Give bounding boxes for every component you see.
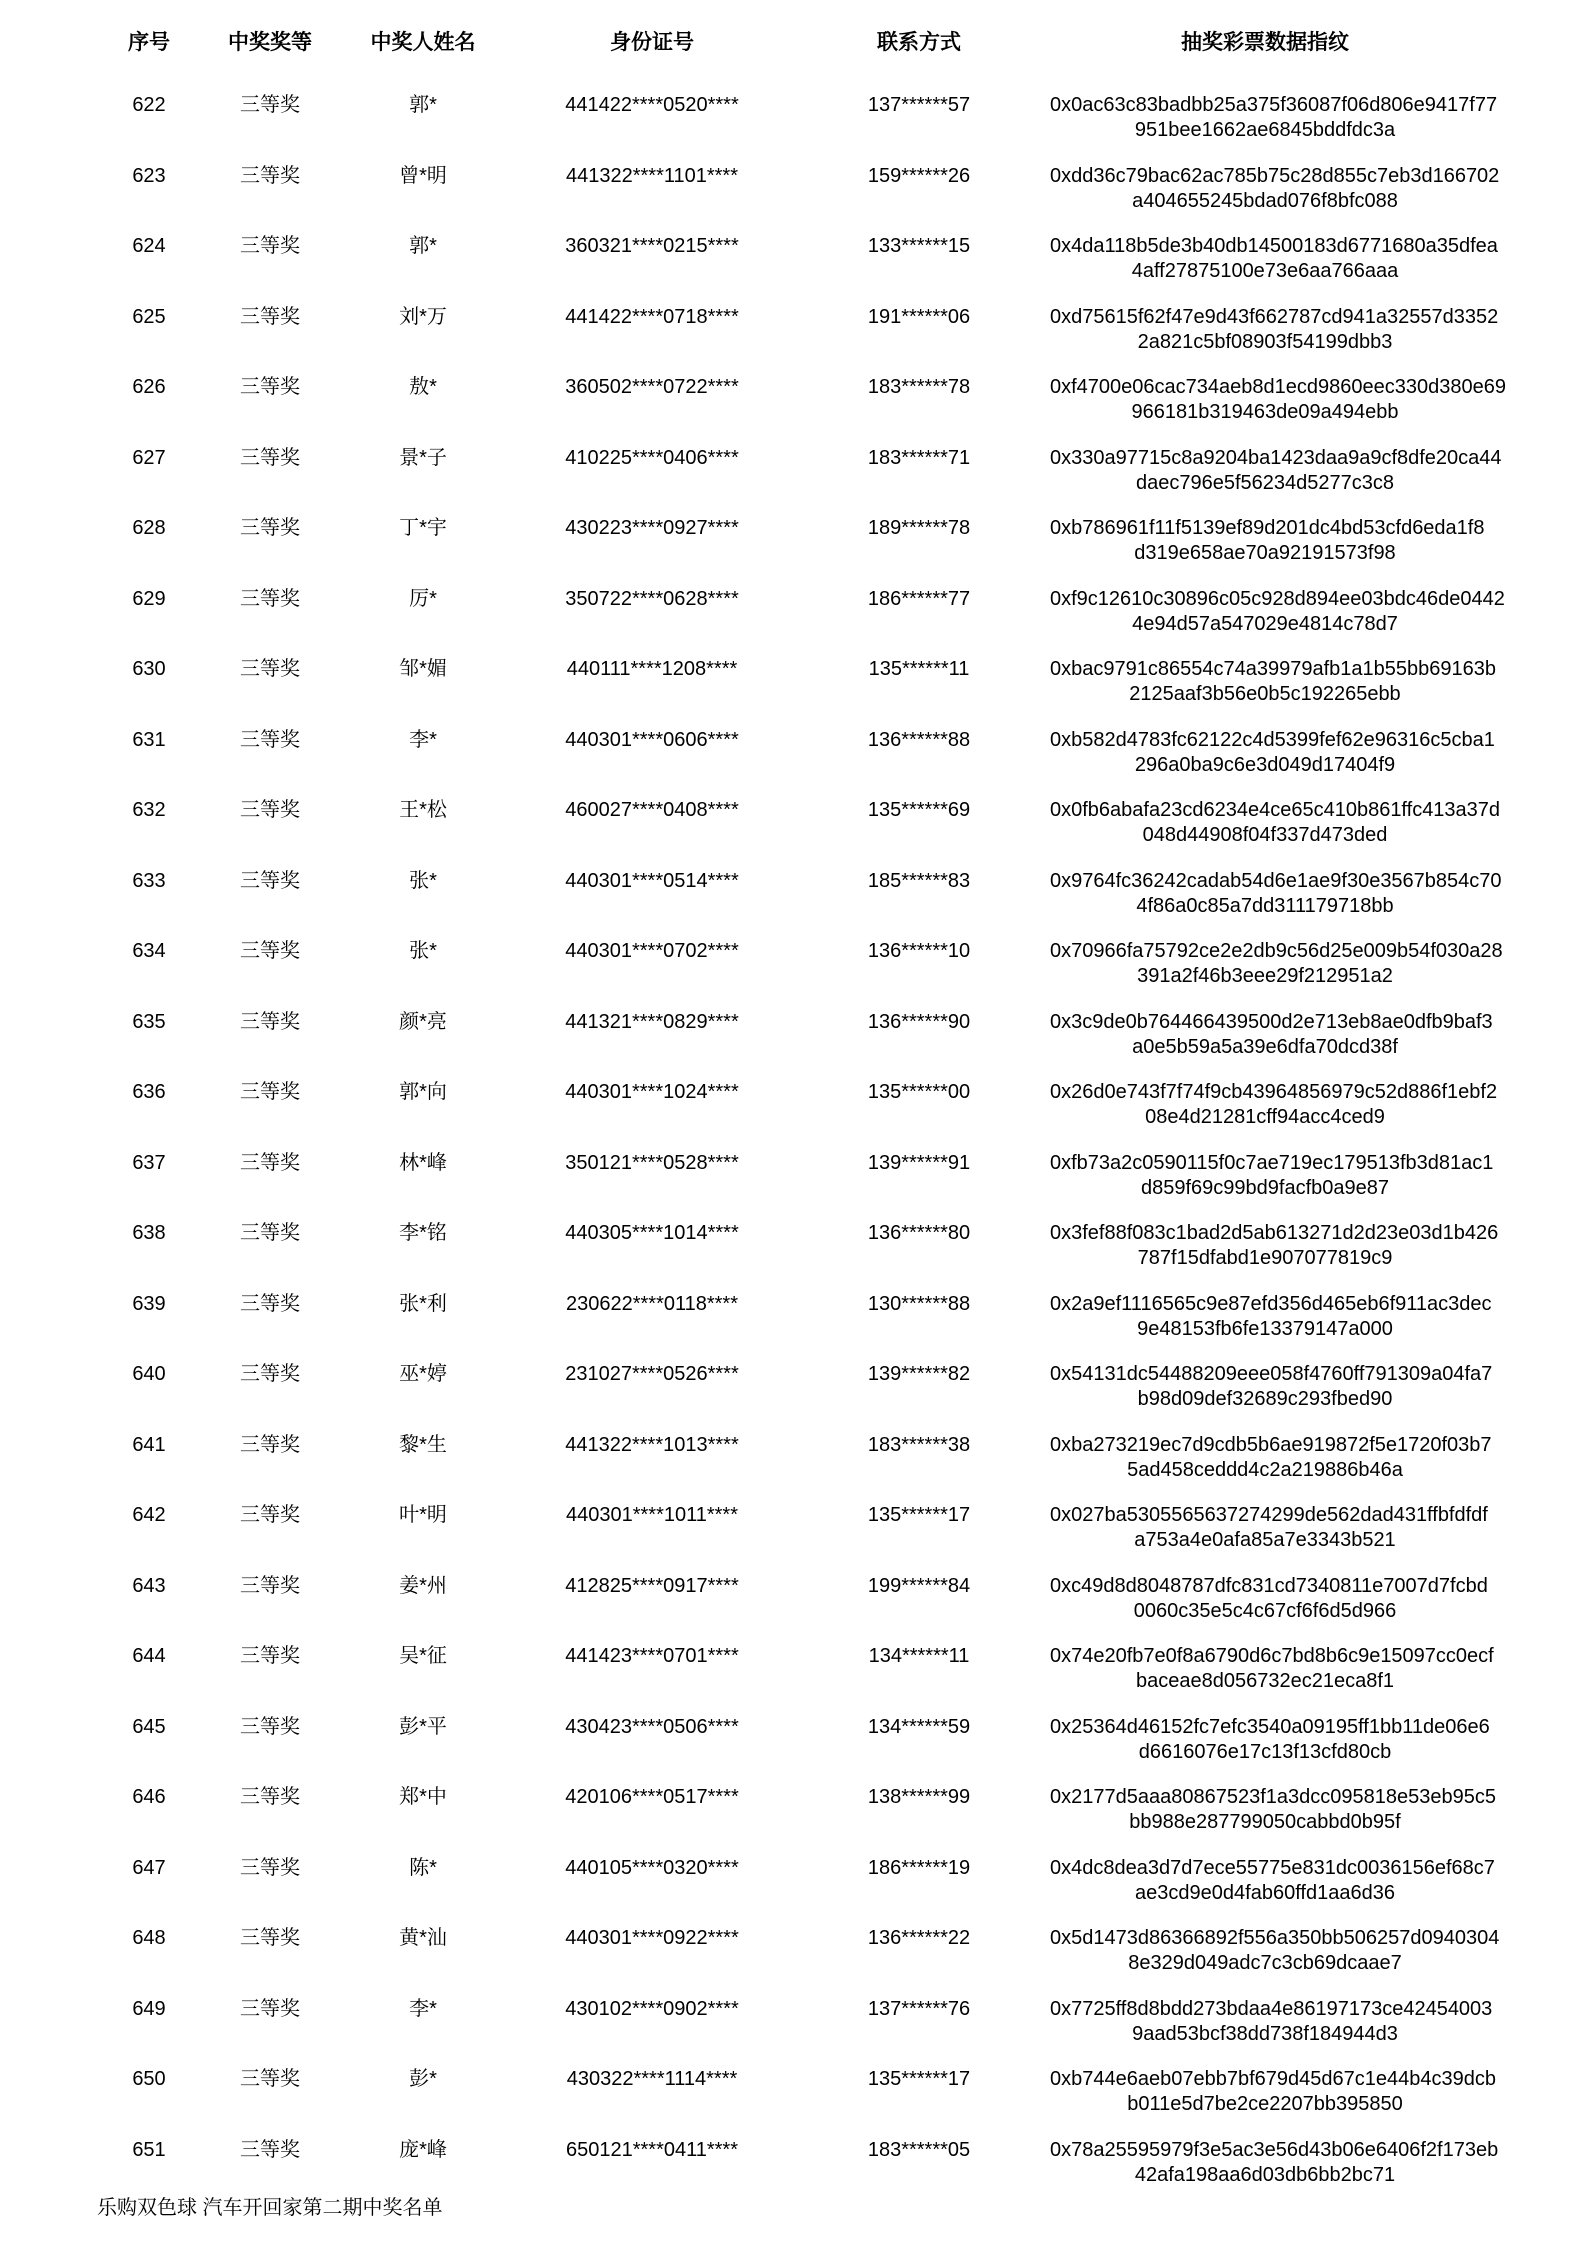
cell-contact: 185******83 xyxy=(867,869,971,892)
table-row xyxy=(88,1574,1488,1645)
table-row xyxy=(88,1926,1500,1997)
cell-ticket-fingerprint xyxy=(1050,587,1505,637)
cell-ticket-fingerprint xyxy=(1050,1151,1494,1201)
fingerprint-line-1: 0xfb73a2c0590115f0c7ae719ec179513fb3d81ac1 xyxy=(1050,1151,1494,1174)
fingerprint-line-2: d6616076e17c13f13cfd80cb xyxy=(1138,1740,1392,1763)
cell-winner-name: 吴*征 xyxy=(399,1645,447,1667)
cell-winner-name: 敖* xyxy=(409,376,437,398)
fingerprint-line-1: 0x0ac63c83badbb25a375f36087f06d806e9417f77 xyxy=(1050,94,1498,116)
cell-serial-number: 650 xyxy=(132,2068,166,2090)
cell-serial-number: 629 xyxy=(132,587,166,610)
cell-winner-name: 黎*生 xyxy=(399,1433,447,1456)
cell-id-number: 440105****0320**** xyxy=(565,1856,739,1879)
table-row xyxy=(88,93,1498,164)
cell-contact: 136******22 xyxy=(867,1927,971,1949)
cell-ticket-fingerprint xyxy=(1050,1926,1500,1976)
cell-winner-name: 刘*万 xyxy=(399,305,447,328)
cell-contact: 186******19 xyxy=(867,1856,971,1879)
fingerprint-line-1: 0x7725ff8d8bdd273bdaa4e86197173ce42454003 xyxy=(1050,1997,1493,2020)
table-row xyxy=(88,1997,1493,2068)
cell-contact: 135******00 xyxy=(867,1081,971,1103)
cell-winner-name: 彭* xyxy=(409,2068,437,2090)
cell-ticket-fingerprint xyxy=(1050,516,1485,566)
cell-serial-number: 647 xyxy=(132,1856,166,1879)
cell-winner-name: 姜*州 xyxy=(399,1574,447,1597)
fingerprint-line-1: 0x26d0e743f7f74f9cb43964856979c52d886f1ebf2 xyxy=(1050,1081,1498,1103)
cell-ticket-fingerprint xyxy=(1050,1362,1493,1412)
fingerprint-line-2: b98d09def32689c293fbed90 xyxy=(1137,1388,1393,1410)
cell-contact: 135******17 xyxy=(867,1504,971,1526)
cell-ticket-fingerprint xyxy=(1050,657,1496,707)
table-row xyxy=(88,798,1501,869)
cell-contact: 183******38 xyxy=(867,1433,971,1456)
table-row xyxy=(88,1503,1488,1574)
cell-ticket-fingerprint xyxy=(1050,1574,1488,1624)
fingerprint-line-2: 42afa198aa6d03db6bb2bc71 xyxy=(1134,2163,1396,2186)
table-row xyxy=(88,939,1503,1010)
column-header-serial: 序号 xyxy=(128,31,170,54)
table-row xyxy=(88,446,1502,517)
fingerprint-line-2: 08e4d21281cff94acc4ced9 xyxy=(1145,1106,1385,1128)
cell-ticket-fingerprint xyxy=(1050,728,1495,778)
fingerprint-line-1: 0xb744e6aeb07ebb7bf679d45d67c1e44b4c39dcb xyxy=(1050,2068,1496,2090)
cell-contact: 137******57 xyxy=(867,94,971,116)
fingerprint-line-2: d859f69c99bd9facfb0a9e87 xyxy=(1140,1176,1389,1199)
cell-serial-number: 623 xyxy=(132,164,166,187)
cell-prize-tier: 三等奖 xyxy=(240,1997,300,2020)
cell-ticket-fingerprint xyxy=(1050,1221,1499,1271)
fingerprint-line-2: 5ad458ceddd4c2a219886b46a xyxy=(1127,1458,1403,1481)
fingerprint-line-2: 2125aaf3b56e0b5c192265ebb xyxy=(1129,683,1401,705)
cell-serial-number: 651 xyxy=(132,2138,166,2161)
table-row xyxy=(88,234,1498,305)
cell-prize-tier: 三等奖 xyxy=(240,1010,300,1033)
cell-contact: 186******77 xyxy=(867,587,971,610)
cell-prize-tier: 三等奖 xyxy=(240,1856,300,1879)
cell-id-number: 440301****1024**** xyxy=(565,1081,739,1103)
cell-ticket-fingerprint xyxy=(1050,1856,1495,1906)
cell-id-number: 441322****1101**** xyxy=(565,164,738,187)
cell-prize-tier: 三等奖 xyxy=(240,940,300,962)
cell-prize-tier: 三等奖 xyxy=(240,1363,300,1385)
fingerprint-line-1: 0xf4700e06cac734aeb8d1ecd9860eec330d380e69 xyxy=(1050,376,1506,398)
cell-serial-number: 640 xyxy=(132,1363,166,1385)
table-row xyxy=(88,164,1500,235)
cell-contact: 139******91 xyxy=(867,1151,971,1174)
cell-ticket-fingerprint xyxy=(1050,798,1501,848)
fingerprint-line-1: 0x2177d5aaa80867523f1a3dcc095818e53eb95c5 xyxy=(1050,1786,1496,1808)
cell-winner-name: 黄*汕 xyxy=(399,1927,447,1949)
column-header-prize-tier: 中奖奖等 xyxy=(228,31,312,54)
cell-winner-name: 郭* xyxy=(409,235,437,257)
cell-ticket-fingerprint xyxy=(1050,1785,1496,1835)
table-row xyxy=(88,1362,1493,1433)
cell-prize-tier: 三等奖 xyxy=(240,799,300,821)
cell-serial-number: 625 xyxy=(132,305,166,328)
cell-serial-number: 632 xyxy=(132,799,166,821)
table-row xyxy=(88,1644,1494,1715)
cell-serial-number: 631 xyxy=(132,728,166,751)
cell-winner-name: 丁*宇 xyxy=(399,517,447,539)
cell-serial-number: 638 xyxy=(132,1222,166,1244)
cell-id-number: 410225****0406**** xyxy=(565,446,739,469)
cell-serial-number: 628 xyxy=(132,517,166,539)
cell-id-number: 360502****0722**** xyxy=(565,376,739,398)
fingerprint-line-1: 0x0fb6abafa23cd6234e4ce65c410b861ffc413a37d xyxy=(1050,799,1501,821)
column-header-winner-name: 中奖人姓名 xyxy=(370,31,476,54)
cell-contact: 130******88 xyxy=(867,1292,971,1315)
cell-id-number: 441322****1013**** xyxy=(565,1433,739,1456)
cell-contact: 183******71 xyxy=(867,446,971,469)
cell-winner-name: 李*铭 xyxy=(399,1222,447,1244)
fingerprint-line-1: 0x25364d46152fc7efc3540a09195ff1bb11de06e6 xyxy=(1050,1715,1490,1738)
cell-prize-tier: 三等奖 xyxy=(240,517,300,539)
cell-ticket-fingerprint xyxy=(1050,1292,1492,1342)
fingerprint-line-1: 0xc49d8d8048787dfc831cd7340811e7007d7fcbd xyxy=(1050,1574,1488,1597)
cell-ticket-fingerprint xyxy=(1050,869,1502,919)
cell-contact: 136******80 xyxy=(867,1222,971,1244)
cell-id-number: 430322****1114**** xyxy=(566,2068,738,2090)
cell-winner-name: 叶*明 xyxy=(399,1504,447,1526)
cell-ticket-fingerprint xyxy=(1050,164,1500,214)
column-header-contact: 联系方式 xyxy=(877,31,961,54)
cell-serial-number: 634 xyxy=(132,940,166,962)
cell-winner-name: 张*利 xyxy=(399,1292,447,1315)
cell-id-number: 650121****0411**** xyxy=(565,2138,738,2161)
fingerprint-line-2: b011e5d7be2ce2207bb395850 xyxy=(1127,2093,1403,2115)
table-row xyxy=(88,305,1499,376)
cell-winner-name: 颜*亮 xyxy=(399,1010,447,1033)
fingerprint-line-2: 9aad53bcf38dd738f184944d3 xyxy=(1132,2022,1398,2045)
cell-ticket-fingerprint xyxy=(1050,1433,1492,1483)
cell-serial-number: 648 xyxy=(132,1927,166,1949)
fingerprint-line-1: 0xba273219ec7d9cdb5b6ae919872f5e1720f03b7 xyxy=(1050,1433,1492,1456)
cell-ticket-fingerprint xyxy=(1050,1080,1498,1130)
cell-id-number: 440301****0702**** xyxy=(565,940,739,962)
fingerprint-line-2: daec796e5f56234d5277c3c8 xyxy=(1135,471,1395,494)
cell-id-number: 420106****0517**** xyxy=(565,1786,739,1808)
fingerprint-line-1: 0x74e20fb7e0f8a6790d6c7bd8b6c9e15097cc0ecf xyxy=(1050,1645,1494,1667)
fingerprint-line-2: 2a821c5bf08903f54199dbb3 xyxy=(1137,330,1393,353)
fingerprint-line-2: a753a4e0afa85a7e3343b521 xyxy=(1134,1529,1396,1551)
cell-prize-tier: 三等奖 xyxy=(240,94,300,116)
cell-winner-name: 张* xyxy=(409,869,437,892)
cell-prize-tier: 三等奖 xyxy=(240,2138,300,2161)
cell-winner-name: 庞*峰 xyxy=(399,2138,447,2161)
cell-winner-name: 邹*媚 xyxy=(399,658,447,680)
cell-contact: 138******99 xyxy=(867,1786,971,1808)
cell-prize-tier: 三等奖 xyxy=(240,2068,300,2090)
cell-contact: 133******15 xyxy=(867,235,971,257)
cell-prize-tier: 三等奖 xyxy=(240,658,300,680)
cell-winner-name: 张* xyxy=(409,940,437,962)
cell-prize-tier: 三等奖 xyxy=(240,1151,300,1174)
cell-id-number: 412825****0917**** xyxy=(565,1574,739,1597)
cell-id-number: 441422****0520**** xyxy=(565,94,739,116)
cell-id-number: 440111****1208**** xyxy=(566,658,738,680)
cell-id-number: 440301****1011**** xyxy=(565,1504,738,1526)
cell-contact: 183******05 xyxy=(867,2138,971,2161)
cell-ticket-fingerprint xyxy=(1050,1503,1488,1553)
cell-serial-number: 637 xyxy=(132,1151,166,1174)
cell-ticket-fingerprint xyxy=(1050,1010,1493,1060)
cell-ticket-fingerprint xyxy=(1050,305,1499,355)
table-row xyxy=(88,1433,1492,1504)
fingerprint-line-1: 0xdd36c79bac62ac785b75c28d855c7eb3d166702 xyxy=(1050,164,1500,187)
table-row xyxy=(88,1010,1493,1081)
cell-winner-name: 彭*平 xyxy=(399,1715,447,1738)
cell-winner-name: 厉* xyxy=(409,587,437,610)
cell-id-number: 430223****0927**** xyxy=(565,517,739,539)
cell-winner-name: 郭* xyxy=(409,94,437,116)
cell-id-number: 350121****0528**** xyxy=(565,1151,739,1174)
cell-prize-tier: 三等奖 xyxy=(240,1081,300,1103)
winners-table-body xyxy=(88,93,1506,2208)
cell-id-number: 350722****0628**** xyxy=(565,587,739,610)
column-header-id-number: 身份证号 xyxy=(610,31,694,54)
cell-contact: 189******78 xyxy=(867,517,971,539)
cell-winner-name: 陈* xyxy=(409,1856,437,1879)
fingerprint-line-1: 0xf9c12610c30896c05c928d894ee03bdc46de0442 xyxy=(1050,587,1505,610)
fingerprint-line-2: 787f15dfabd1e907077819c9 xyxy=(1137,1247,1393,1269)
fingerprint-line-2: a0e5b59a5a39e6dfa70dcd38f xyxy=(1132,1035,1398,1058)
cell-prize-tier: 三等奖 xyxy=(240,164,300,187)
cell-id-number: 441422****0718**** xyxy=(565,305,739,328)
cell-id-number: 360321****0215**** xyxy=(565,235,739,257)
cell-ticket-fingerprint xyxy=(1050,93,1498,143)
cell-prize-tier: 三等奖 xyxy=(240,235,300,257)
cell-serial-number: 624 xyxy=(132,235,166,257)
cell-winner-name: 郑*中 xyxy=(399,1786,447,1808)
table-row xyxy=(88,869,1502,940)
cell-ticket-fingerprint xyxy=(1050,446,1502,496)
fingerprint-line-2: 391a2f46b3eee29f212951a2 xyxy=(1137,965,1393,987)
fingerprint-line-2: 048d44908f04f337d473ded xyxy=(1142,824,1388,846)
cell-serial-number: 643 xyxy=(132,1574,166,1597)
cell-contact: 136******88 xyxy=(867,728,971,751)
cell-serial-number: 645 xyxy=(132,1715,166,1738)
cell-ticket-fingerprint xyxy=(1050,1997,1493,2047)
cell-winner-name: 曾*明 xyxy=(399,164,447,187)
cell-contact: 159******26 xyxy=(867,164,971,187)
cell-serial-number: 622 xyxy=(132,94,166,116)
cell-prize-tier: 三等奖 xyxy=(240,587,300,610)
fingerprint-line-2: 966181b319463de09a494ebb xyxy=(1131,401,1399,423)
cell-winner-name: 林*峰 xyxy=(399,1151,447,1174)
cell-id-number: 230622****0118**** xyxy=(565,1292,738,1315)
table-row xyxy=(88,1221,1499,1292)
table-row xyxy=(88,2067,1496,2138)
fingerprint-line-2: ae3cd9e0d4fab60ffd1aa6d36 xyxy=(1135,1881,1395,1904)
cell-prize-tier: 三等奖 xyxy=(240,1292,300,1315)
cell-prize-tier: 三等奖 xyxy=(240,376,300,398)
column-header-ticket-fingerprint: 抽奖彩票数据指纹 xyxy=(1181,31,1349,54)
cell-serial-number: 641 xyxy=(132,1433,166,1456)
fingerprint-line-2: a404655245bdad076f8bfc088 xyxy=(1132,189,1398,212)
winners-table xyxy=(88,30,1506,2208)
cell-winner-name: 王*松 xyxy=(399,799,447,821)
cell-serial-number: 642 xyxy=(132,1504,166,1526)
cell-serial-number: 649 xyxy=(132,1997,166,2020)
table-row xyxy=(88,1151,1494,1222)
fingerprint-line-2: 4e94d57a547029e4814c78d7 xyxy=(1132,612,1398,635)
cell-serial-number: 636 xyxy=(132,1081,166,1103)
fingerprint-line-2: 4f86a0c85a7dd311179718bb xyxy=(1136,894,1394,917)
fingerprint-line-1: 0x9764fc36242cadab54d6e1ae9f30e3567b854c70 xyxy=(1050,869,1502,892)
fingerprint-line-1: 0x3fef88f083c1bad2d5ab613271d2d23e03d1b426 xyxy=(1050,1222,1499,1244)
cell-prize-tier: 三等奖 xyxy=(240,1222,300,1244)
cell-serial-number: 646 xyxy=(132,1786,166,1808)
table-row xyxy=(88,1080,1498,1151)
fingerprint-line-1: 0x2a9ef1116565c9e87efd356d465eb6f911ac3dec xyxy=(1050,1292,1492,1315)
cell-contact: 139******82 xyxy=(867,1363,971,1385)
cell-prize-tier: 三等奖 xyxy=(240,1645,300,1667)
table-row xyxy=(88,728,1495,799)
cell-prize-tier: 三等奖 xyxy=(240,728,300,751)
cell-ticket-fingerprint xyxy=(1050,2067,1496,2117)
cell-serial-number: 635 xyxy=(132,1010,166,1033)
table-row xyxy=(88,1292,1492,1363)
table-row xyxy=(88,587,1505,658)
fingerprint-line-1: 0x54131dc54488209eee058f4760ff791309a04fa7 xyxy=(1050,1363,1493,1385)
fingerprint-line-1: 0x78a25595979f3e5ac3e56d43b06e6406f2f173eb xyxy=(1050,2138,1499,2161)
cell-serial-number: 630 xyxy=(132,658,166,680)
fingerprint-line-1: 0xb582d4783fc62122c4d5399fef62e96316c5cba1 xyxy=(1050,728,1495,751)
fingerprint-line-1: 0x027ba5305565637274299de562dad431ffbfdfdf xyxy=(1050,1504,1488,1526)
cell-prize-tier: 三等奖 xyxy=(240,1786,300,1808)
cell-id-number: 460027****0408**** xyxy=(565,799,739,821)
cell-id-number: 440301****0606**** xyxy=(565,728,739,751)
cell-id-number: 440301****0922**** xyxy=(565,1927,739,1949)
cell-prize-tier: 三等奖 xyxy=(240,1504,300,1526)
cell-ticket-fingerprint xyxy=(1050,234,1498,284)
cell-contact: 191******06 xyxy=(867,305,971,328)
cell-serial-number: 626 xyxy=(132,376,166,398)
table-row xyxy=(88,1715,1490,1786)
fingerprint-line-1: 0xb786961f11f5139ef89d201dc4bd53cfd6eda1f8 xyxy=(1050,517,1485,539)
cell-id-number: 440305****1014**** xyxy=(565,1222,739,1244)
cell-ticket-fingerprint xyxy=(1050,375,1506,425)
cell-id-number: 231027****0526**** xyxy=(565,1363,739,1385)
fingerprint-line-1: 0x70966fa75792ce2e2db9c56d25e009b54f030a28 xyxy=(1050,940,1503,962)
cell-ticket-fingerprint xyxy=(1050,1715,1490,1765)
fingerprint-line-2: bb988e287799050cabbd0b95f xyxy=(1129,1811,1401,1833)
fingerprint-line-1: 0xbac9791c86554c74a39979afb1a1b55bb69163b xyxy=(1050,658,1496,680)
cell-serial-number: 633 xyxy=(132,869,166,892)
cell-prize-tier: 三等奖 xyxy=(240,869,300,892)
cell-prize-tier: 三等奖 xyxy=(240,305,300,328)
table-header-row xyxy=(88,30,1480,56)
cell-prize-tier: 三等奖 xyxy=(240,1927,300,1949)
cell-contact: 199******84 xyxy=(867,1574,971,1597)
cell-contact: 137******76 xyxy=(867,1997,971,2020)
table-row xyxy=(88,1785,1496,1856)
cell-id-number: 430423****0506**** xyxy=(565,1715,739,1738)
cell-winner-name: 郭*向 xyxy=(399,1081,447,1103)
cell-prize-tier: 三等奖 xyxy=(240,1433,300,1456)
cell-contact: 136******90 xyxy=(867,1010,971,1033)
fingerprint-line-1: 0xd75615f62f47e9d43f662787cd941a32557d3352 xyxy=(1050,305,1499,328)
cell-contact: 183******78 xyxy=(867,376,971,398)
fingerprint-line-1: 0x4dc8dea3d7d7ece55775e831dc0036156ef68c7 xyxy=(1050,1856,1495,1879)
table-row xyxy=(88,516,1485,587)
cell-id-number: 441423****0701**** xyxy=(565,1645,739,1667)
table-row xyxy=(88,1856,1495,1927)
cell-id-number: 440301****0514**** xyxy=(565,869,739,892)
fingerprint-line-2: 4aff27875100e73e6aa766aaa xyxy=(1131,260,1399,282)
cell-ticket-fingerprint xyxy=(1050,2138,1499,2188)
cell-serial-number: 627 xyxy=(132,446,166,469)
cell-ticket-fingerprint xyxy=(1050,1644,1494,1694)
cell-prize-tier: 三等奖 xyxy=(240,1715,300,1738)
cell-winner-name: 景*子 xyxy=(399,446,447,469)
table-row xyxy=(88,375,1506,446)
fingerprint-line-2: 951bee1662ae6845bddfdc3a xyxy=(1134,119,1396,141)
fingerprint-line-2: baceae8d056732ec21eca8f1 xyxy=(1135,1670,1395,1692)
fingerprint-line-1: 0x330a97715c8a9204ba1423daa9a9cf8dfe20ca44 xyxy=(1050,446,1502,469)
fingerprint-line-2: d319e658ae70a92191573f98 xyxy=(1134,542,1396,564)
cell-serial-number: 639 xyxy=(132,1292,166,1315)
cell-contact: 134******59 xyxy=(867,1715,971,1738)
fingerprint-line-2: 8e329d049adc7c3cb69dcaae7 xyxy=(1128,1952,1402,1974)
fingerprint-line-1: 0x4da118b5de3b40db14500183d6771680a35dfea xyxy=(1050,235,1498,257)
fingerprint-line-1: 0x3c9de0b764466439500d2e713eb8ae0dfb9baf3 xyxy=(1050,1010,1493,1033)
cell-winner-name: 李* xyxy=(409,728,437,751)
cell-prize-tier: 三等奖 xyxy=(240,1574,300,1597)
cell-contact: 134******11 xyxy=(868,1645,970,1667)
fingerprint-line-2: 9e48153fb6fe13379147a000 xyxy=(1137,1317,1393,1340)
fingerprint-line-1: 0x5d1473d86366892f556a350bb506257d0940304 xyxy=(1050,1927,1500,1949)
cell-serial-number: 644 xyxy=(132,1645,166,1667)
cell-prize-tier: 三等奖 xyxy=(240,446,300,469)
cell-contact: 135******17 xyxy=(867,2068,971,2090)
cell-contact: 136******10 xyxy=(867,940,971,962)
cell-id-number: 430102****0902**** xyxy=(565,1997,739,2020)
cell-winner-name: 李* xyxy=(409,1997,437,2020)
cell-contact: 135******11 xyxy=(868,658,970,680)
fingerprint-line-2: 0060c35e5c4c67cf6f6d5d966 xyxy=(1133,1599,1397,1622)
footer-note: 乐购双色球 汽车开回家第二期中奖名单 xyxy=(97,2197,443,2219)
cell-id-number: 441321****0829**** xyxy=(565,1010,739,1033)
cell-contact: 135******69 xyxy=(867,799,971,821)
cell-ticket-fingerprint xyxy=(1050,939,1503,989)
table-row xyxy=(88,657,1496,728)
cell-winner-name: 巫*婷 xyxy=(399,1363,447,1385)
fingerprint-line-2: 296a0ba9c6e3d049d17404f9 xyxy=(1134,753,1396,776)
